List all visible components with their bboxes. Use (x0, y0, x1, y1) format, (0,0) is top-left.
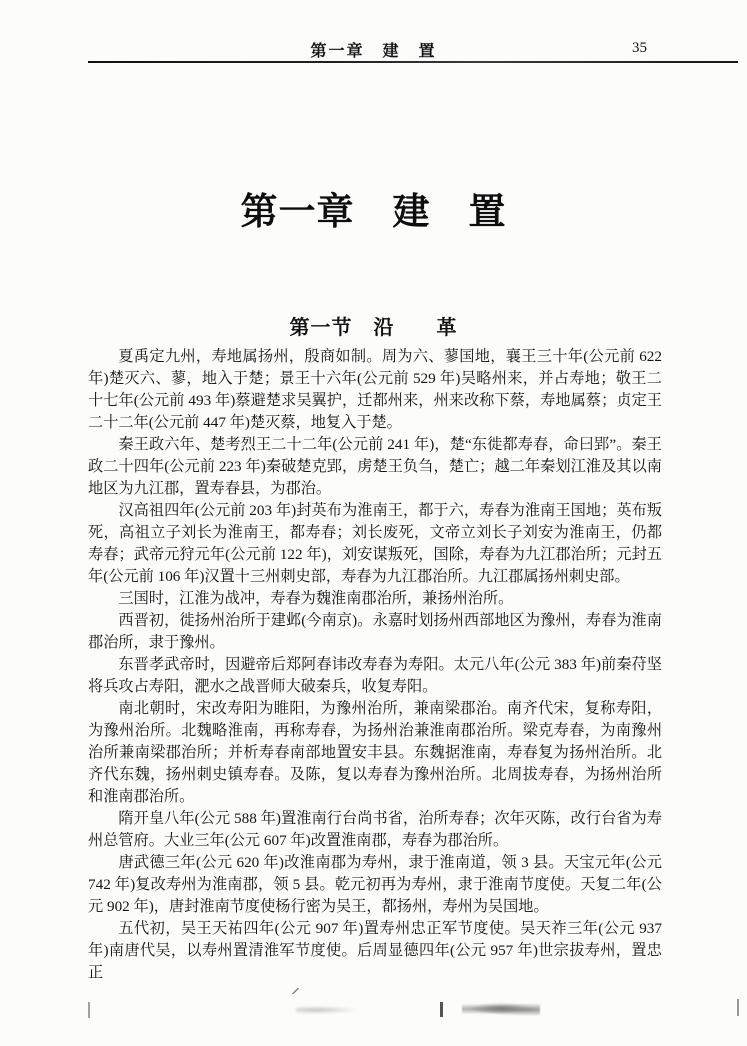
header-rule (88, 61, 738, 63)
running-head-title: 第一章 建 置 (310, 43, 437, 60)
body-paragraph: 三国时，江淮为战冲，寿春为魏淮南郡治所，兼扬州治所。 (118, 590, 514, 607)
body-text (88, 346, 662, 984)
body-paragraph: 隋开皇八年(公元 588 年)置淮南行台尚书省，治所寿春；次年灭陈，改行台省为寿州总管府。大业三年(公元 607 年)改置淮南郡，寿春为郡治所。 (88, 810, 662, 849)
body-paragraph: 东晋孝武帝时，因避帝后郑阿春讳改寿春为寿阳。太元八年(公元 383 年)前秦苻坚将兵攻占寿阳，淝水之战晋师大破秦兵，收复寿阳。 (88, 656, 662, 695)
body-paragraph: 南北朝时，宋改寿阳为睢阳，为豫州治所，兼南梁郡治。南齐代宋，复称寿阳，为豫州治所。北魏略淮南，再称寿春，为扬州治兼淮南郡治所。梁克寿春，为南豫州治所兼南梁郡治所；并析寿春南部地置安丰县。东魏据淮南，寿春复为扬州治所。北齐代东魏，扬州刺史镇寿春。及陈，复以寿春为豫州治所。北周拔寿春，为扬州治所和淮南郡治所。 (88, 700, 662, 805)
scan-artifact (440, 1002, 443, 1017)
chapter-title: 第一章 建 置 (240, 191, 507, 233)
body-paragraph: 夏禹定九州，寿地属扬州，殷商如制。周为六、蓼国地，襄王三十年(公元前 622 年)楚灭六、蓼，地入于楚；景王十六年(公元前 529 年)吴略州来，并占寿地；敬王二十七年(公元前 493 年)蔡避楚求吴翼护，迁都州来，州来改称下蔡，寿地属蔡；贞定王二十二年(公元前 447 年)楚灭蔡，地复入于楚。 (88, 348, 662, 431)
body-paragraph: 唐武德三年(公元 620 年)改淮南郡为寿州，隶于淮南道，领 3 县。天宝元年(公元 742 年)复改寿州为淮南郡，领 5 县。乾元初再为寿州，隶于淮南节度使。天复二年(公元 902 年)，唐封淮南节度使杨行密为吴王，都扬州，寿州为吴国地。 (88, 854, 662, 915)
scan-artifact (737, 999, 739, 1016)
scan-artifact (462, 1002, 540, 1016)
scan-artifact (296, 1006, 358, 1014)
body-paragraph: 秦王政六年、楚考烈王二十二年(公元前 241 年)，楚“东徙都寿春，命曰郢”。秦王政二十四年(公元前 223 年)秦破楚克郢，虏楚王负刍，楚亡；越二年秦划江淮及其以南地区为九江郡，置寿春县，为郡治。 (88, 436, 662, 497)
body-paragraph: 汉高祖四年(公元前 203 年)封英布为淮南王，都于六，寿春为淮南王国地；英布叛死，高祖立子刘长为淮南王，都寿春；刘长废死，文帝立刘长子刘安为淮南王，仍都寿春；武帝元狩元年(公元前 122 年)，刘安谋叛死，国除，寿春为九江郡治所；元封五年(公元前 106 年)汉置十三州刺史部，寿春为九江郡治所。九江郡属扬州刺史部。 (88, 502, 662, 585)
section-title: 第一节 沿 革 (289, 316, 458, 339)
scan-artifact (292, 988, 299, 994)
body-paragraph: 五代初，吴王天祐四年(公元 907 年)置寿州忠正军节度使。吴天祚三年(公元 937 年)南唐代吴，以寿州置清淮军节度使。后周显德四年(公元 957 年)世宗拔寿州，置忠正 (88, 920, 662, 981)
scan-artifact (88, 1002, 90, 1018)
page-number: 35 (632, 40, 647, 56)
body-paragraph: 西晋初，徙扬州治所于建邺(今南京)。永嘉时划扬州西部地区为豫州，寿春为淮南郡治所，隶于豫州。 (88, 612, 662, 651)
